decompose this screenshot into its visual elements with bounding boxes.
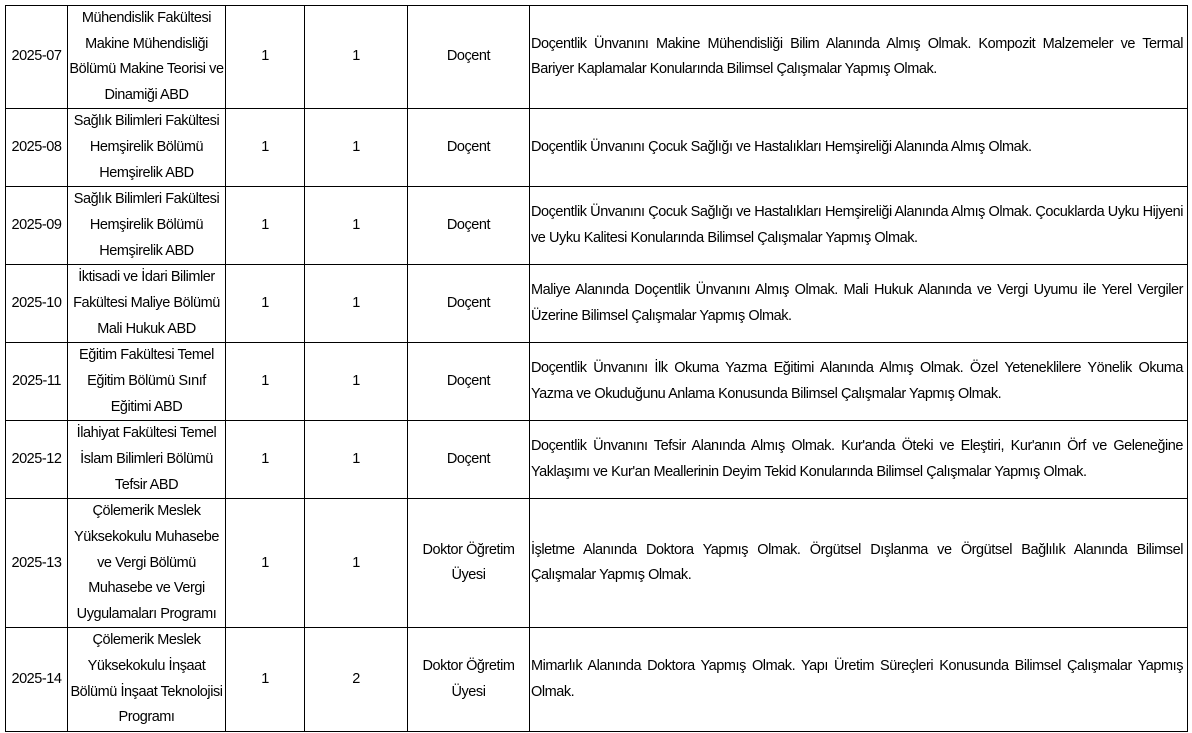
department-unit: Sağlık Bilimleri Fakültesi Hemşirelik Bölümü Hemşirelik ABD	[68, 187, 226, 265]
position-count: 1	[226, 421, 305, 499]
department-unit: Çölemerik Meslek Yüksekokulu Muhasebe ve Vergi Bölümü Muhasebe ve Vergi Uygulamaları Programı	[68, 499, 226, 628]
position-quota: 1	[305, 109, 408, 187]
table-row	[6, 343, 1188, 421]
application-condition: Doçentlik Ünvanını Tefsir Alanında Almış Olmak. Kur'anda Öteki ve Eleştiri, Kur'anın Örf ve Geleneğine Yaklaşımı ve Kur'an Meallerinin Deyim Tekid Konularında Bilimsel Çalışmalar Yapmış Olmak.	[530, 421, 1188, 499]
academic-title: Doçent	[408, 109, 530, 187]
position-quota: 1	[305, 187, 408, 265]
table-row	[6, 265, 1188, 343]
application-condition: Doçentlik Ünvanını Çocuk Sağlığı ve Hastalıkları Hemşireliği Alanında Almış Olmak.	[530, 109, 1188, 187]
application-condition: Doçentlik Ünvanını İlk Okuma Yazma Eğitimi Alanında Almış Olmak. Özel Yeteneklilere Yönelik Okuma Yazma ve Okuduğunu Anlama Konusunda Bilimsel Çalışmalar Yapmış Olmak.	[530, 343, 1188, 421]
position-count: 1	[226, 187, 305, 265]
academic-title: Doçent	[408, 343, 530, 421]
application-condition: Maliye Alanında Doçentlik Ünvanını Almış Olmak. Mali Hukuk Alanında ve Vergi Uyumu ile Yerel Vergiler Üzerine Bilimsel Çalışmalar Yapmış Olmak.	[530, 265, 1188, 343]
table-row	[6, 628, 1188, 731]
position-count: 1	[226, 265, 305, 343]
application-condition: Doçentlik Ünvanını Makine Mühendisliği Bilim Alanında Almış Olmak. Kompozit Malzemeler ve Termal Bariyer Kaplamalar Konularında Bilimsel Çalışmalar Yapmış Olmak.	[530, 6, 1188, 109]
academic-title: Doçent	[408, 421, 530, 499]
table-row	[6, 6, 1188, 109]
position-count: 1	[226, 109, 305, 187]
academic-title: Doçent	[408, 6, 530, 109]
position-quota: 1	[305, 499, 408, 628]
position-quota: 1	[305, 265, 408, 343]
position-count: 1	[226, 499, 305, 628]
table-row	[6, 187, 1188, 265]
table-row	[6, 109, 1188, 187]
position-count: 1	[226, 628, 305, 731]
table-row	[6, 499, 1188, 628]
position-code: 2025-12	[6, 421, 68, 499]
position-count: 1	[226, 343, 305, 421]
department-unit: Çölemerik Meslek Yüksekokulu İnşaat Bölümü İnşaat Teknolojisi Programı	[68, 628, 226, 731]
department-unit: Eğitim Fakültesi Temel Eğitim Bölümü Sınıf Eğitimi ABD	[68, 343, 226, 421]
department-unit: Mühendislik Fakültesi Makine Mühendisliği Bölümü Makine Teorisi ve Dinamiği ABD	[68, 6, 226, 109]
position-code: 2025-08	[6, 109, 68, 187]
position-code: 2025-11	[6, 343, 68, 421]
table-row	[6, 421, 1188, 499]
position-code: 2025-13	[6, 499, 68, 628]
position-code: 2025-09	[6, 187, 68, 265]
academic-title: Doktor Öğretim Üyesi	[408, 499, 530, 628]
academic-title: Doçent	[408, 265, 530, 343]
application-condition: Mimarlık Alanında Doktora Yapmış Olmak. Yapı Üretim Süreçleri Konusunda Bilimsel Çalışmalar Yapmış Olmak.	[530, 628, 1188, 731]
application-condition: Doçentlik Ünvanını Çocuk Sağlığı ve Hastalıkları Hemşireliği Alanında Almış Olmak. Çocuklarda Uyku Hijyeni ve Uyku Kalitesi Konularında Bilimsel Çalışmalar Yapmış Olmak.	[530, 187, 1188, 265]
position-count: 1	[226, 6, 305, 109]
position-code: 2025-14	[6, 628, 68, 731]
academic-title: Doçent	[408, 187, 530, 265]
position-quota: 1	[305, 343, 408, 421]
positions-table	[5, 5, 1188, 732]
position-quota: 1	[305, 6, 408, 109]
department-unit: İktisadi ve İdari Bilimler Fakültesi Maliye Bölümü Mali Hukuk ABD	[68, 265, 226, 343]
academic-title: Doktor Öğretim Üyesi	[408, 628, 530, 731]
position-quota: 1	[305, 421, 408, 499]
position-code: 2025-10	[6, 265, 68, 343]
application-condition: İşletme Alanında Doktora Yapmış Olmak. Örgütsel Dışlanma ve Örgütsel Bağlılık Alanında Bilimsel Çalışmalar Yapmış Olmak.	[530, 499, 1188, 628]
department-unit: Sağlık Bilimleri Fakültesi Hemşirelik Bölümü Hemşirelik ABD	[68, 109, 226, 187]
position-quota: 2	[305, 628, 408, 731]
position-code: 2025-07	[6, 6, 68, 109]
department-unit: İlahiyat Fakültesi Temel İslam Bilimleri Bölümü Tefsir ABD	[68, 421, 226, 499]
